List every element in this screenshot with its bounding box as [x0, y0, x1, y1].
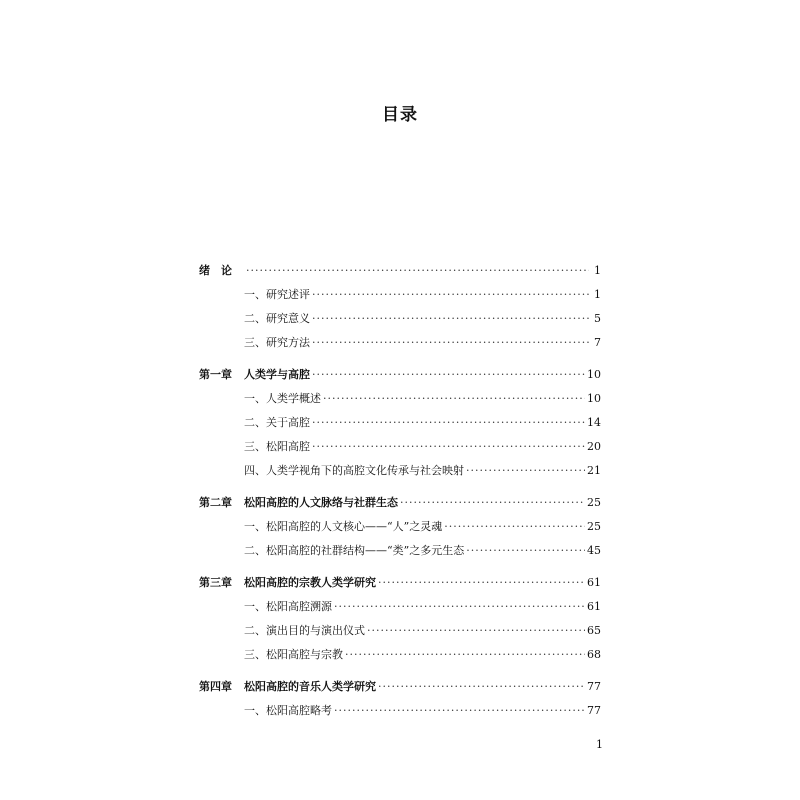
page-number: 20 — [587, 440, 601, 453]
dot-leader — [367, 624, 585, 637]
section-title: 一、松阳高腔略考 — [244, 704, 332, 717]
page-number: 5 — [594, 312, 601, 325]
page-number: 45 — [587, 544, 601, 557]
chapter-number: 绪 论 — [199, 264, 232, 277]
chapter-title: 松阳高腔的音乐人类学研究 — [244, 680, 376, 693]
dot-leader — [312, 336, 589, 349]
chapter-number: 第二章 — [199, 496, 232, 509]
section-title: 二、关于高腔 — [244, 416, 310, 429]
section-title: 一、人类学概述 — [244, 392, 321, 405]
section-title: 一、松阳高腔溯源 — [244, 600, 332, 613]
chapter-title: 人类学与高腔 — [244, 368, 310, 381]
page-title: 目录 — [382, 105, 418, 125]
toc-section[interactable] — [199, 310, 601, 334]
toc-section[interactable] — [199, 334, 601, 358]
page-number: 77 — [587, 680, 601, 693]
page-number: 1 — [594, 288, 601, 301]
page-number: 10 — [587, 392, 601, 405]
toc-section[interactable] — [199, 286, 601, 310]
section-title: 四、人类学视角下的高腔文化传承与社会映射 — [244, 464, 464, 477]
section-title: 三、松阳高腔 — [244, 440, 310, 453]
page-number: 61 — [587, 576, 601, 589]
dot-leader — [444, 520, 585, 533]
folio-page-number: 1 — [596, 738, 603, 751]
dot-leader — [400, 496, 585, 509]
toc-section[interactable] — [199, 438, 601, 462]
dot-leader — [312, 416, 585, 429]
page-number: 25 — [587, 520, 601, 533]
toc-chapter-4[interactable] — [199, 678, 601, 702]
chapter-title: 松阳高腔的宗教人类学研究 — [244, 576, 376, 589]
chapter-title: 松阳高腔的人文脉络与社群生态 — [244, 496, 398, 509]
dot-leader — [378, 576, 585, 589]
dot-leader — [246, 264, 589, 277]
dot-leader — [334, 600, 585, 613]
dot-leader — [312, 312, 589, 325]
toc-chapter-intro[interactable] — [199, 262, 601, 286]
dot-leader — [345, 648, 585, 661]
section-title: 二、研究意义 — [244, 312, 310, 325]
dot-leader — [312, 440, 585, 453]
page-number: 65 — [587, 624, 601, 637]
dot-leader — [334, 704, 585, 717]
page-number: 21 — [587, 464, 601, 477]
toc-section[interactable] — [199, 462, 601, 486]
toc-section[interactable] — [199, 702, 601, 726]
toc-chapter-1[interactable] — [199, 366, 601, 390]
section-title: 三、松阳高腔与宗教 — [244, 648, 343, 661]
section-title: 三、研究方法 — [244, 336, 310, 349]
dot-leader — [378, 680, 585, 693]
dot-leader — [312, 288, 589, 301]
section-title: 一、研究述评 — [244, 288, 310, 301]
chapter-number: 第四章 — [199, 680, 232, 693]
dot-leader — [466, 464, 585, 477]
page-number: 68 — [587, 648, 601, 661]
toc-chapter-2[interactable] — [199, 494, 601, 518]
page-number: 61 — [587, 600, 601, 613]
dot-leader — [312, 368, 585, 381]
toc-section[interactable] — [199, 542, 601, 566]
section-title: 一、松阳高腔的人文核心——“人”之灵魂 — [244, 520, 443, 533]
dot-leader — [466, 544, 585, 557]
chapter-number: 第三章 — [199, 576, 232, 589]
toc-section[interactable] — [199, 390, 601, 414]
page-number: 10 — [587, 368, 601, 381]
page-number: 1 — [594, 264, 601, 277]
page-number: 77 — [587, 704, 601, 717]
toc-section[interactable] — [199, 646, 601, 670]
table-of-contents — [199, 262, 601, 726]
toc-section[interactable] — [199, 622, 601, 646]
page-number: 25 — [587, 496, 601, 509]
page-number: 7 — [594, 336, 601, 349]
dot-leader — [323, 392, 585, 405]
toc-chapter-3[interactable] — [199, 574, 601, 598]
page-number: 14 — [587, 416, 601, 429]
toc-section[interactable] — [199, 598, 601, 622]
toc-section[interactable] — [199, 414, 601, 438]
toc-section[interactable] — [199, 518, 601, 542]
chapter-number: 第一章 — [199, 368, 232, 381]
section-title: 二、演出目的与演出仪式 — [244, 624, 365, 637]
section-title: 二、松阳高腔的社群结构——“类”之多元生态 — [244, 544, 465, 557]
